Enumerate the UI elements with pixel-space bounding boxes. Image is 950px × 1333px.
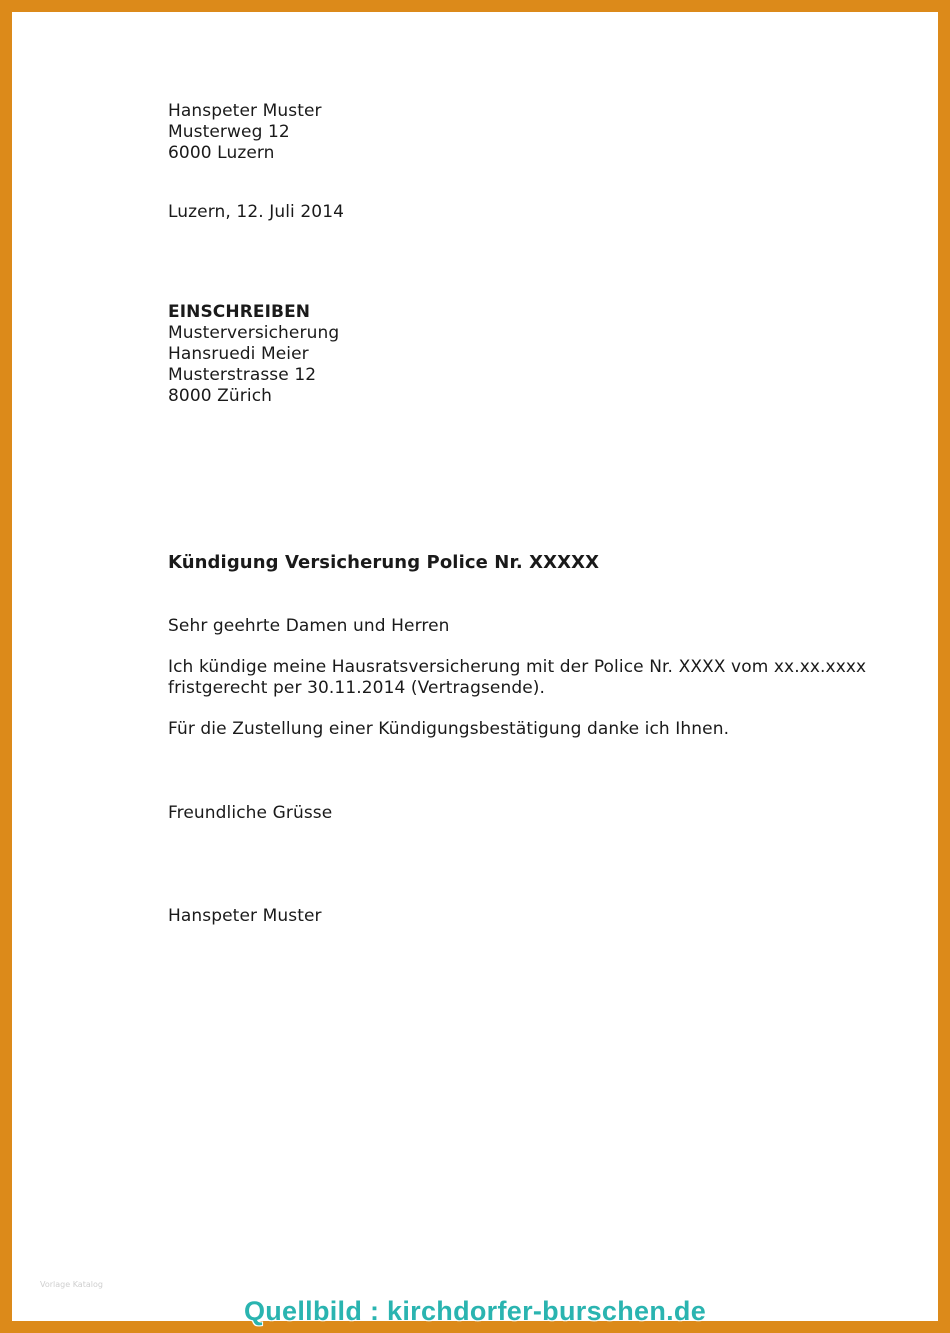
closing: Freundliche Grüsse — [168, 803, 333, 823]
sender-name: Hanspeter Muster — [168, 101, 322, 121]
subject-line: Kündigung Versicherung Police Nr. XXXXX — [168, 552, 600, 573]
recipient-contact: Hansruedi Meier — [168, 344, 309, 364]
signature: Hanspeter Muster — [168, 906, 322, 926]
salutation: Sehr geehrte Damen und Herren — [168, 616, 450, 636]
delivery-type: EINSCHREIBEN — [168, 302, 311, 322]
body-paragraph-1-line-2: fristgerecht per 30.11.2014 (Vertragsende). — [168, 678, 546, 698]
recipient-company: Musterversicherung — [168, 323, 340, 343]
body-paragraph-1-line-1: Ich kündige meine Hausratsversicherung mit der Police Nr. XXXX vom xx.xx.xxxx — [168, 657, 867, 677]
watermark: Vorlage Katalog — [40, 1280, 103, 1289]
source-credit: Quellbild : kirchdorfer-burschen.de — [243, 1296, 707, 1326]
recipient-city: 8000 Zürich — [168, 386, 273, 406]
sender-city: 6000 Luzern — [168, 143, 275, 163]
recipient-street: Musterstrasse 12 — [168, 365, 317, 385]
date-line: Luzern, 12. Juli 2014 — [168, 202, 345, 222]
sender-street: Musterweg 12 — [168, 122, 290, 142]
body-paragraph-2: Für die Zustellung einer Kündigungsbestätigung danke ich Ihnen. — [168, 719, 730, 739]
